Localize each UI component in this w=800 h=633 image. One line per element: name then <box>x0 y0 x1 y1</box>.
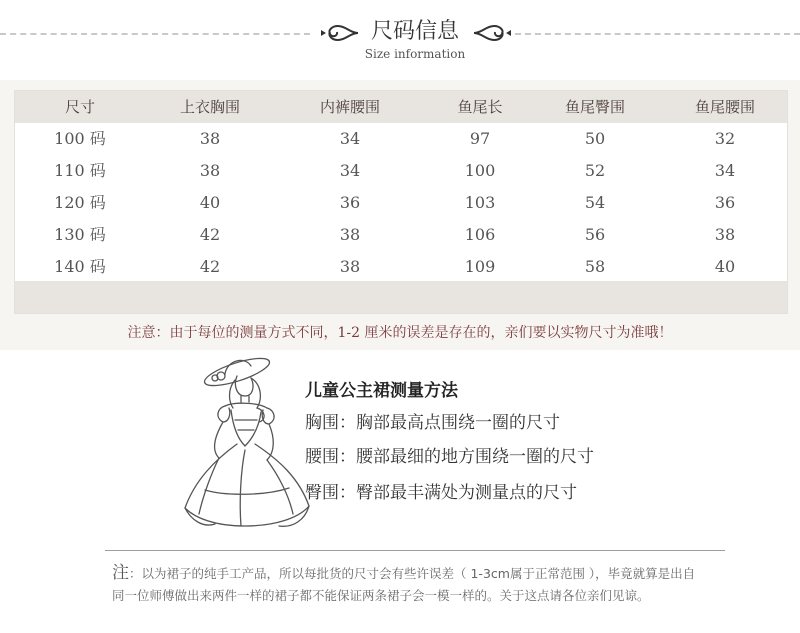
size-table <box>14 90 788 314</box>
method-title: 儿童公主裙测量方法 <box>305 381 458 401</box>
header-cell: 鱼尾长 <box>457 98 503 116</box>
size-table-section <box>0 80 800 350</box>
table-cell: 130 码 <box>54 225 106 244</box>
table-row <box>15 251 787 283</box>
header-divider-right <box>515 33 800 35</box>
table-cell: 54 <box>584 193 606 212</box>
header-cell: 尺寸 <box>64 98 95 116</box>
table-cell: 36 <box>339 193 361 212</box>
table-cell: 103 <box>464 193 496 212</box>
table-cell: 32 <box>714 129 736 148</box>
table-cell: 106 <box>464 225 496 244</box>
table-cell: 38 <box>199 161 221 180</box>
table-cell: 34 <box>714 161 736 180</box>
table-cell: 36 <box>714 193 736 212</box>
footnote-line-1: ：以为裙子的纯手工产品，所以每批货的尺寸会有些许误差（ 1-3cm属于正常范围 ），毕竟就算是出自 <box>129 566 696 581</box>
table-row <box>15 219 787 251</box>
header-cell: 内裤腰围 <box>319 98 380 116</box>
footnote-mark: 注 <box>112 563 129 583</box>
size-info-header <box>0 0 800 80</box>
table-cell: 40 <box>714 257 736 276</box>
table-cell: 56 <box>584 225 606 244</box>
table-cell: 58 <box>584 257 606 276</box>
table-cell: 40 <box>199 193 221 212</box>
table-cell: 38 <box>339 257 361 276</box>
table-cell: 38 <box>339 225 361 244</box>
table-cell: 38 <box>714 225 736 244</box>
section-title: 尺码信息 <box>370 19 459 44</box>
header-cell: 鱼尾臀围 <box>564 98 625 116</box>
table-cell: 42 <box>199 225 221 244</box>
table-cell: 42 <box>199 257 221 276</box>
table-cell: 100 <box>464 161 496 180</box>
table-row <box>15 123 787 155</box>
header-cell: 上衣胸围 <box>179 98 240 116</box>
ornament-right-icon <box>472 20 512 46</box>
method-hip: 臀围：臀部最丰满处为测量点的尺寸 <box>305 483 577 503</box>
table-cell: 34 <box>339 161 361 180</box>
table-footer-band <box>15 281 787 313</box>
table-row <box>15 155 787 187</box>
table-cell: 52 <box>584 161 606 180</box>
table-cell: 34 <box>339 129 361 148</box>
table-row <box>15 187 787 219</box>
header-cell: 鱼尾腰围 <box>694 98 755 116</box>
footnote <box>112 562 722 607</box>
measurement-method-section <box>0 350 800 633</box>
footnote-line-2: 同一位师傅做出来两件一样的裙子都不能保证两条裙子会一模一样的。关于这点请各位亲们见谅。 <box>112 588 650 603</box>
method-waist: 腰围：腰部最细的地方围绕一圈的尺寸 <box>305 447 594 467</box>
table-cell: 97 <box>469 129 491 148</box>
princess-illustration <box>175 350 325 545</box>
table-cell: 120 码 <box>54 193 106 212</box>
table-cell: 110 码 <box>54 161 106 180</box>
table-cell: 100 码 <box>54 129 106 148</box>
footnote-divider <box>105 550 725 551</box>
table-cell: 50 <box>584 129 606 148</box>
table-header-row <box>15 91 787 123</box>
ornament-left-icon <box>320 20 360 46</box>
table-cell: 140 码 <box>54 257 106 276</box>
table-cell: 38 <box>199 129 221 148</box>
measurement-note: 注意：由于每位的测量方式不同，1-2 厘米的误差是存在的，亲们要以实物尺寸为准哦！ <box>127 325 673 341</box>
header-divider-left <box>0 33 310 35</box>
section-subtitle: Size information <box>364 47 466 61</box>
table-cell: 109 <box>464 257 496 276</box>
method-chest: 胸围：胸部最高点围绕一圈的尺寸 <box>305 413 560 433</box>
